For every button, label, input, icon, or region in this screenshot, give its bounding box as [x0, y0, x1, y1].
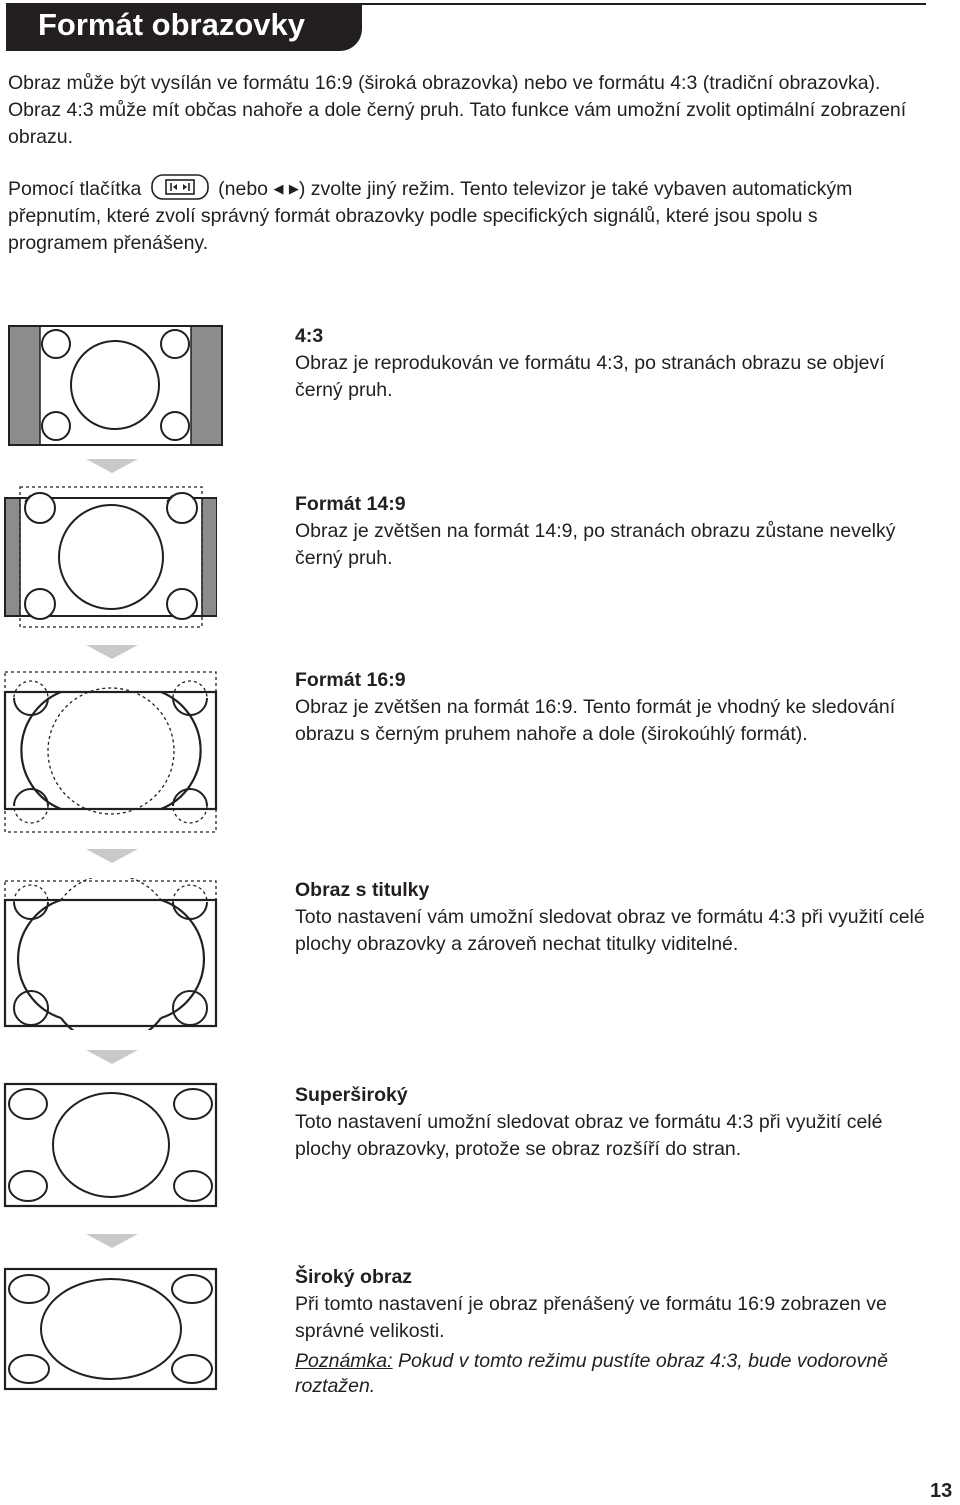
page-number: 13 [930, 1480, 953, 1502]
format-description-16-9 [295, 667, 925, 748]
format-title: Obraz s titulky [295, 879, 430, 901]
format-description-subtitles [295, 877, 925, 958]
page-title: Formát obrazovky [38, 7, 306, 42]
format-description-14-9 [295, 491, 925, 572]
diagram-super-wide [0, 1080, 230, 1210]
diagram-wide-screen [0, 1265, 230, 1395]
triangle-left-icon: ◀ [273, 181, 284, 196]
intro-text-before-button: Pomocí tlačítka [8, 178, 142, 200]
diagram-4-3 [0, 320, 230, 450]
down-arrow-icon [86, 849, 138, 863]
diagram-16-9 [0, 668, 230, 838]
note-text: Pokud v tomto režimu pustíte obraz 4:3, bude vodorovně roztažen. [295, 1350, 888, 1397]
intro-text-after: ) zvolte jiný režim. Tento televizor je také vybaven automatickým přepnutím, které zvolí správný formát obrazovky podle specifických signálů, které jsou spolu s programem přenášeny. [8, 178, 853, 254]
format-body: Obraz je zvětšen na formát 14:9, po stranách obrazu zůstane nevelký černý pruh. [295, 520, 896, 569]
triangle-right-icon: ▶ [288, 181, 299, 196]
format-body: Toto nastavení vám umožní sledovat obraz ve formátu 4:3 při využití celé plochy obrazovky a zároveň nechat titulky viditelné. [295, 906, 925, 955]
format-body: Obraz je zvětšen na formát 16:9. Tento formát je vhodný ke sledování obrazu s černým pruhem nahoře a dole (širokoúhlý formát). [295, 696, 896, 745]
diagram-14-9 [0, 480, 230, 630]
intro-paragraph-1: Obraz může být vysílán ve formátu 16:9 (široká obrazovka) nebo ve formátu 4:3 (tradiční obrazovka). Obraz 4:3 může mít občas nahoře a dole černý pruh. Tato funkce vám umožní zvolit optimální zobrazení obrazu. [8, 72, 907, 148]
format-note [295, 1349, 925, 1399]
format-title: Formát 14:9 [295, 493, 406, 515]
format-title: 4:3 [295, 325, 324, 347]
title-banner [6, 3, 362, 51]
format-title: Superširoký [295, 1084, 408, 1106]
down-arrow-icon [86, 459, 138, 473]
down-arrow-icon [86, 1050, 138, 1064]
diagram-subtitles [0, 878, 230, 1030]
format-body: Toto nastavení umožní sledovat obraz ve formátu 4:3 při využití celé plochy obrazovky, protože se obraz rozšíří do stran. [295, 1111, 883, 1160]
format-title: Formát 16:9 [295, 669, 406, 691]
format-description-wide-screen [295, 1264, 925, 1399]
format-button-icon [151, 174, 209, 200]
format-description-4-3 [295, 323, 925, 404]
down-arrow-icon [86, 1234, 138, 1248]
note-label: Poznámka: [295, 1350, 393, 1372]
down-arrow-icon [86, 645, 138, 659]
format-title: Široký obraz [295, 1266, 413, 1288]
format-body: Při tomto nastavení je obraz přenášený ve formátu 16:9 zobrazen ve správné velikosti. [295, 1293, 887, 1342]
intro-text-nebo: (nebo [218, 178, 269, 200]
intro-paragraph-2 [8, 174, 908, 257]
format-description-super-wide [295, 1082, 925, 1163]
format-body: Obraz je reprodukován ve formátu 4:3, po stranách obrazu se objeví černý pruh. [295, 352, 885, 401]
